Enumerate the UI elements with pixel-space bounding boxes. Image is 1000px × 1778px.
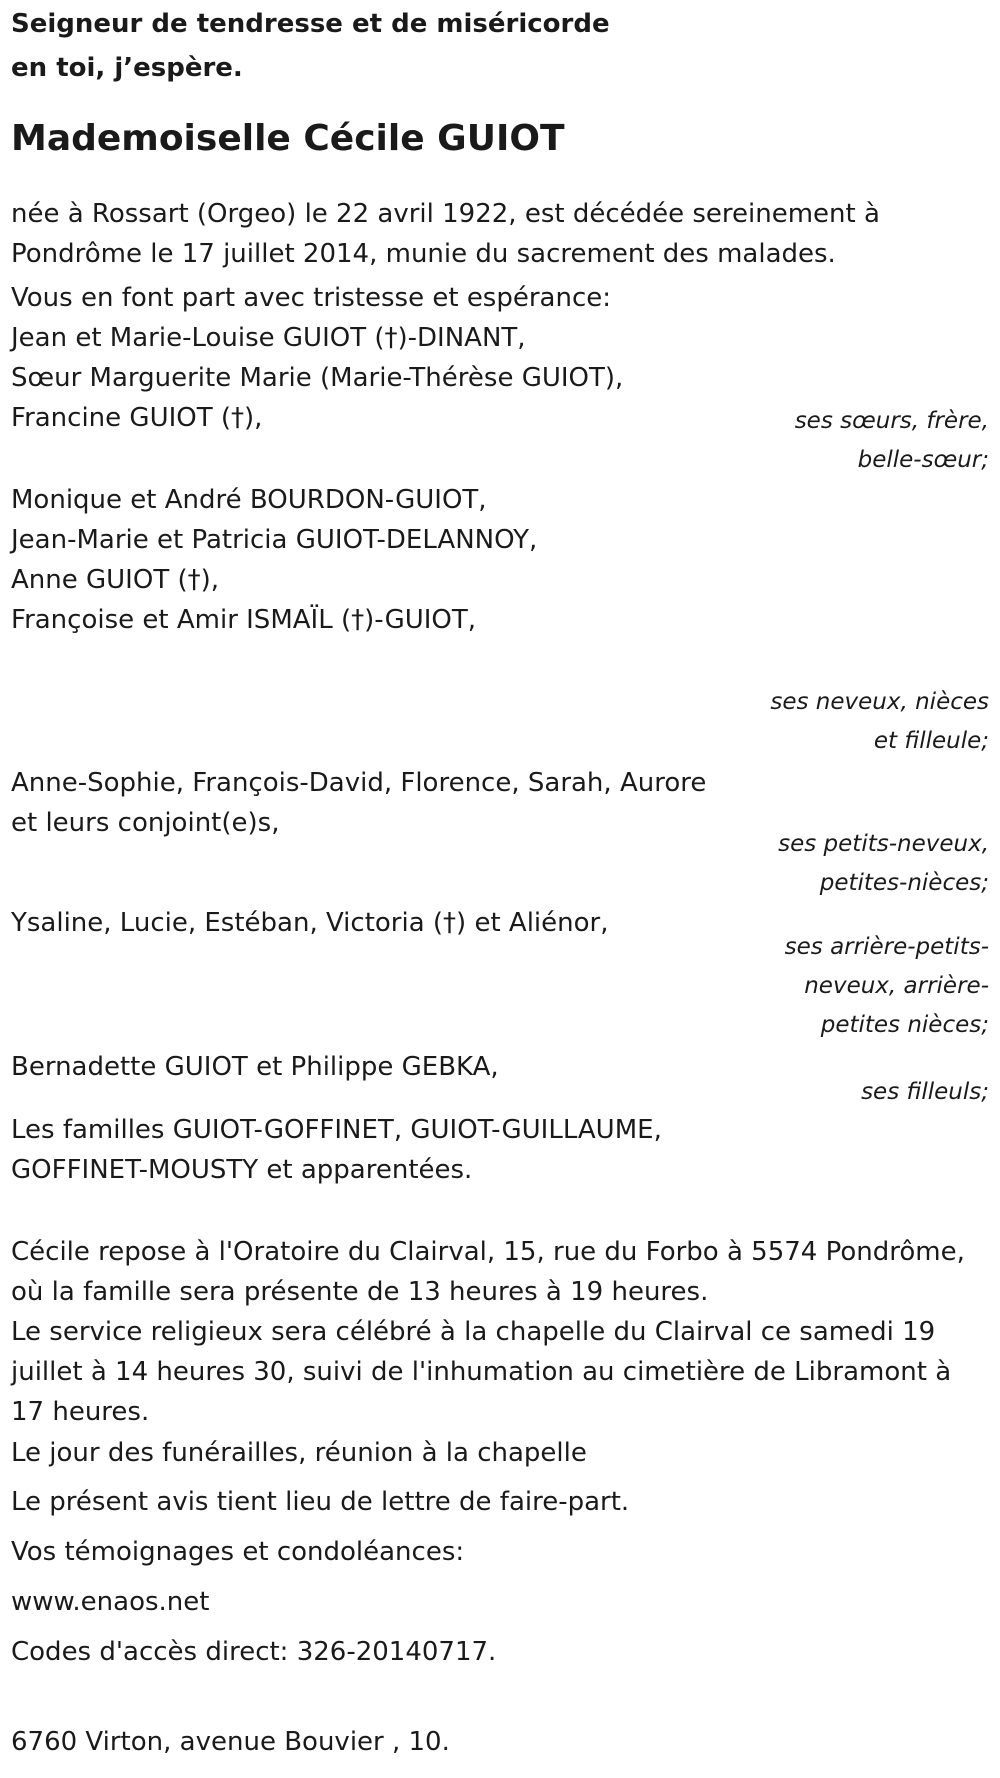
relation-line: petites nièces; (820, 1012, 989, 1038)
access-code-paragraph (11, 1632, 989, 1672)
service-paragraph (11, 1312, 989, 1432)
announce-text: Vous en font part avec tristesse et espérance: (11, 283, 612, 313)
repose-paragraph (11, 1232, 989, 1312)
address-line: 6760 Virton, avenue Bouvier , 10. (11, 1727, 450, 1757)
relation-line: neveux, arrière- (804, 973, 989, 999)
website-link[interactable]: www.enaos.net (11, 1587, 210, 1617)
families-paragraph (11, 1110, 989, 1190)
prayer-line-2: en toi, j’espère. (11, 53, 243, 83)
service-line: juillet à 14 heures 30, suivi de l'inhumation au cimetière de Libramont à (11, 1357, 952, 1387)
relation-group-3 (11, 825, 989, 903)
service-line: 17 heures. (11, 1397, 150, 1427)
relation-line: belle-sœur; (857, 447, 989, 473)
service-line: Le service religieux sera célébré à la chapelle du Clairval ce samedi 19 (11, 1317, 936, 1347)
notice-paragraph (11, 1482, 989, 1522)
family-group-2 (11, 480, 989, 640)
address-paragraph (11, 1722, 989, 1762)
family-name: Monique et André BOURDON-GUIOT, (11, 485, 487, 515)
family-name: Jean et Marie-Louise GUIOT (†)-DINANT, (11, 323, 526, 353)
families-line: Les familles GUIOT-GOFFINET, GUIOT-GUILLAUME, (11, 1115, 662, 1145)
relation-line: et filleule; (873, 728, 989, 754)
condolences-paragraph (11, 1532, 989, 1572)
relation-line: ses arrière-petits- (784, 934, 989, 960)
access-code-line: Codes d'accès direct: 326-20140717. (11, 1637, 497, 1667)
families-line: GOFFINET-MOUSTY et apparentées. (11, 1155, 473, 1185)
intro-line-2: Pondrôme le 17 juillet 2014, munie du sacrement des malades. (11, 239, 836, 269)
page-title: Mademoiselle Cécile GUIOT (11, 118, 565, 159)
deceased-name (11, 116, 989, 162)
family-name: et leurs conjoint(e)s, (11, 808, 280, 838)
family-name: Anne-Sophie, François-David, Florence, Sarah, Aurore (11, 768, 707, 798)
relation-group-5 (11, 1073, 989, 1112)
prayer-line-1: Seigneur de tendresse et de miséricorde (11, 9, 610, 39)
family-name: Jean-Marie et Patricia GUIOT-DELANNOY, (11, 525, 538, 555)
meeting-paragraph (11, 1433, 989, 1473)
prayer (11, 2, 989, 90)
notice-line: Le présent avis tient lieu de lettre de faire-part. (11, 1487, 630, 1517)
website-paragraph (11, 1582, 989, 1622)
relation-group-4 (11, 928, 989, 1045)
repose-line: où la famille sera présente de 13 heures à 19 heures. (11, 1277, 709, 1307)
relation-line: petites-nièces; (819, 870, 989, 896)
family-name: Sœur Marguerite Marie (Marie-Thérèse GUIOT), (11, 363, 624, 393)
family-name: Ysaline, Lucie, Estéban, Victoria (†) et Aliénor, (11, 908, 609, 938)
family-name: Anne GUIOT (†), (11, 565, 220, 595)
relation-group-2 (11, 683, 989, 761)
condolences-line: Vos témoignages et condoléances: (11, 1537, 465, 1567)
relation-group-1 (11, 402, 989, 480)
family-name: Bernadette GUIOT et Philippe GEBKA, (11, 1052, 499, 1082)
intro-line-1: née à Rossart (Orgeo) le 22 avril 1922, est décédée sereinement à (11, 199, 880, 229)
relation-line: ses petits-neveux, (778, 831, 989, 857)
family-name: Françoise et Amir ISMAÏL (†)-GUIOT, (11, 605, 477, 635)
intro-paragraph (11, 194, 989, 274)
family-name: Francine GUIOT (†), (11, 403, 263, 433)
relation-line: ses neveux, nièces (770, 689, 989, 715)
relation-line: ses sœurs, frère, (794, 408, 989, 434)
repose-line: Cécile repose à l'Oratoire du Clairval, 15, rue du Forbo à 5574 Pondrôme, (11, 1237, 965, 1267)
announce-line (11, 278, 989, 318)
meeting-line: Le jour des funérailles, réunion à la chapelle (11, 1438, 587, 1468)
relation-line: ses filleuls; (861, 1079, 989, 1105)
